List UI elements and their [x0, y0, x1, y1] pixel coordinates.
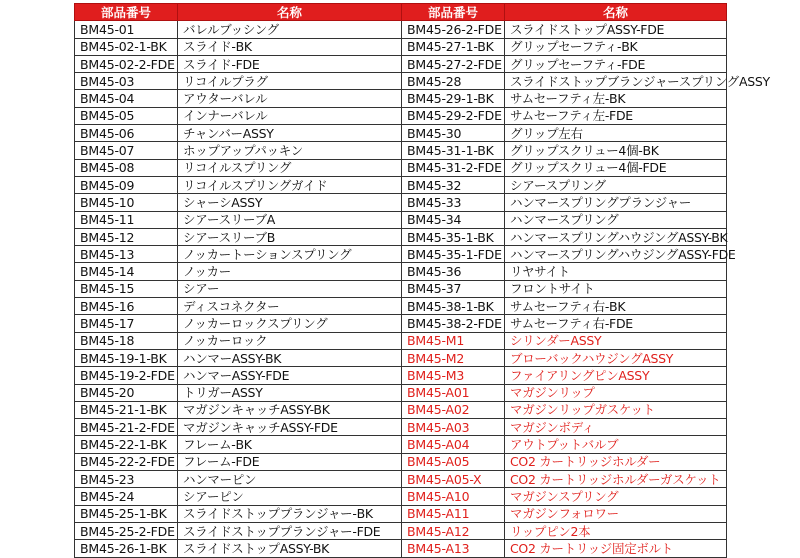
- part-name-cell: ハンマースプリングハウジングASSY-FDE: [505, 246, 727, 263]
- part-number-cell: BM45-A05-X: [402, 471, 505, 488]
- table-row: [75, 522, 727, 539]
- part-name-cell: グリップスクリュー4個-FDE: [505, 159, 727, 176]
- part-number-cell: BM45-A04: [402, 436, 505, 453]
- table-row: [75, 159, 727, 176]
- table-row: [75, 315, 727, 332]
- part-number-cell: BM45-21-1-BK: [75, 401, 178, 418]
- part-name-cell: ノッカーロックスプリング: [178, 315, 402, 332]
- part-number-cell: BM45-07: [75, 142, 178, 159]
- part-number-cell: BM45-31-1-BK: [402, 142, 505, 159]
- part-name-cell: リコイルスプリング: [178, 159, 402, 176]
- header-part-number-left: 部品番号: [75, 4, 178, 21]
- part-number-cell: BM45-37: [402, 280, 505, 297]
- part-number-cell: BM45-28: [402, 73, 505, 90]
- table-row: [75, 90, 727, 107]
- table-row: [75, 540, 727, 557]
- table-row: [75, 176, 727, 193]
- part-number-cell: BM45-19-2-FDE: [75, 367, 178, 384]
- part-name-cell: スライドストッププランジャー-BK: [178, 505, 402, 522]
- part-number-cell: BM45-32: [402, 176, 505, 193]
- table-row: [75, 280, 727, 297]
- part-number-cell: BM45-38-1-BK: [402, 298, 505, 315]
- part-name-cell: マガジンフォロワー: [505, 505, 727, 522]
- part-name-cell: CO2 カートリッジ固定ボルト: [505, 540, 727, 557]
- part-name-cell: シャーシASSY: [178, 194, 402, 211]
- part-number-cell: BM45-15: [75, 280, 178, 297]
- table-row: [75, 488, 727, 505]
- table-row: [75, 246, 727, 263]
- part-number-cell: BM45-33: [402, 194, 505, 211]
- part-number-cell: BM45-19-1-BK: [75, 349, 178, 366]
- part-name-cell: シリンダーASSY: [505, 332, 727, 349]
- part-number-cell: BM45-M3: [402, 367, 505, 384]
- table-row: [75, 73, 727, 90]
- part-name-cell: CO2 カートリッジホルダー: [505, 453, 727, 470]
- part-number-cell: BM45-10: [75, 194, 178, 211]
- part-number-cell: BM45-A12: [402, 522, 505, 539]
- part-name-cell: グリップセーフティ-FDE: [505, 55, 727, 72]
- table-row: [75, 401, 727, 418]
- part-name-cell: グリップスクリュー4個-BK: [505, 142, 727, 159]
- part-number-cell: BM45-09: [75, 176, 178, 193]
- part-number-cell: BM45-A13: [402, 540, 505, 557]
- part-name-cell: ハンマーASSY-BK: [178, 349, 402, 366]
- part-number-cell: BM45-02-1-BK: [75, 38, 178, 55]
- part-number-cell: BM45-35-1-FDE: [402, 246, 505, 263]
- part-name-cell: スライドストッププランジャー-FDE: [178, 522, 402, 539]
- part-number-cell: BM45-38-2-FDE: [402, 315, 505, 332]
- part-name-cell: リヤサイト: [505, 263, 727, 280]
- part-number-cell: BM45-29-2-FDE: [402, 107, 505, 124]
- table-row: [75, 55, 727, 72]
- part-number-cell: BM45-24: [75, 488, 178, 505]
- part-name-cell: サムセーフティ左-FDE: [505, 107, 727, 124]
- table-body: [75, 21, 770, 557]
- table-row: [75, 194, 727, 211]
- part-number-cell: BM45-02-2-FDE: [75, 55, 178, 72]
- part-name-cell: サムセーフティ右-FDE: [505, 315, 727, 332]
- table-row: [75, 298, 727, 315]
- table-row: [75, 38, 727, 55]
- part-number-cell: BM45-21-2-FDE: [75, 419, 178, 436]
- part-name-cell: ファイアリングピンASSY: [505, 367, 727, 384]
- part-name-cell: フロントサイト: [505, 280, 727, 297]
- part-name-cell: シアースプリング: [505, 176, 727, 193]
- part-name-cell: ディスコネクター: [178, 298, 402, 315]
- part-name-cell: ハンマーASSY-FDE: [178, 367, 402, 384]
- table-row: [75, 332, 727, 349]
- part-name-cell: バレルブッシング: [178, 21, 402, 38]
- table-row: [75, 211, 727, 228]
- part-name-cell: ハンマーピン: [178, 471, 402, 488]
- table-row: [75, 384, 727, 401]
- part-number-cell: BM45-14: [75, 263, 178, 280]
- part-name-cell: ホップアップパッキン: [178, 142, 402, 159]
- part-number-cell: BM45-M2: [402, 349, 505, 366]
- part-name-cell: ノッカートーションスプリング: [178, 246, 402, 263]
- part-name-cell: スライドストップASSY-FDE: [505, 21, 727, 38]
- part-name-cell: マガジンキャッチASSY-FDE: [178, 419, 402, 436]
- header-row: [75, 4, 727, 21]
- part-number-cell: BM45-35-1-BK: [402, 228, 505, 245]
- part-number-cell: BM45-25-2-FDE: [75, 522, 178, 539]
- table-row: [75, 21, 727, 38]
- part-name-cell: ブローバックハウジングASSY: [505, 349, 727, 366]
- table-row: [75, 453, 727, 470]
- part-name-cell: シアースリーブA: [178, 211, 402, 228]
- part-name-cell: サムセーフティ左-BK: [505, 90, 727, 107]
- part-name-cell: スライドストップブランジャースプリングASSY: [505, 73, 727, 90]
- part-number-cell: BM45-18: [75, 332, 178, 349]
- part-name-cell: ハンマースプリング: [505, 211, 727, 228]
- part-number-cell: BM45-26-2-FDE: [402, 21, 505, 38]
- part-number-cell: BM45-25-1-BK: [75, 505, 178, 522]
- part-number-cell: BM45-22-1-BK: [75, 436, 178, 453]
- part-name-cell: インナーバレル: [178, 107, 402, 124]
- part-name-cell: マガジンスプリング: [505, 488, 727, 505]
- part-number-cell: BM45-29-1-BK: [402, 90, 505, 107]
- part-number-cell: BM45-A05: [402, 453, 505, 470]
- part-number-cell: BM45-M1: [402, 332, 505, 349]
- part-number-cell: BM45-A03: [402, 419, 505, 436]
- part-name-cell: サムセーフティ右-BK: [505, 298, 727, 315]
- part-number-cell: BM45-22-2-FDE: [75, 453, 178, 470]
- part-number-cell: BM45-A02: [402, 401, 505, 418]
- part-name-cell: CO2 カートリッジホルダーガスケット: [505, 471, 727, 488]
- table-row: [75, 263, 727, 280]
- table-row: [75, 107, 727, 124]
- part-number-cell: BM45-06: [75, 125, 178, 142]
- parts-table: [74, 3, 770, 558]
- part-number-cell: BM45-11: [75, 211, 178, 228]
- part-name-cell: ハンマースプリングプランジャー: [505, 194, 727, 211]
- part-name-cell: スライド-FDE: [178, 55, 402, 72]
- part-number-cell: BM45-12: [75, 228, 178, 245]
- part-name-cell: マガジンボディ: [505, 419, 727, 436]
- part-number-cell: BM45-20: [75, 384, 178, 401]
- part-name-cell: アウターバレル: [178, 90, 402, 107]
- part-number-cell: BM45-23: [75, 471, 178, 488]
- table-row: [75, 471, 727, 488]
- table-row: [75, 228, 727, 245]
- part-name-cell: リコイルスプリングガイド: [178, 176, 402, 193]
- part-name-cell: チャンバーASSY: [178, 125, 402, 142]
- part-name-cell: シアーピン: [178, 488, 402, 505]
- part-number-cell: BM45-03: [75, 73, 178, 90]
- header-name-right: 名称: [505, 4, 727, 21]
- part-number-cell: BM45-A01: [402, 384, 505, 401]
- part-name-cell: フレーム-BK: [178, 436, 402, 453]
- part-name-cell: シアー: [178, 280, 402, 297]
- part-number-cell: BM45-31-2-FDE: [402, 159, 505, 176]
- part-name-cell: スライドストップASSY-BK: [178, 540, 402, 557]
- part-number-cell: BM45-08: [75, 159, 178, 176]
- part-number-cell: BM45-30: [402, 125, 505, 142]
- table-row: [75, 436, 727, 453]
- part-number-cell: BM45-27-2-FDE: [402, 55, 505, 72]
- part-number-cell: BM45-05: [75, 107, 178, 124]
- part-name-cell: マガジンリップ: [505, 384, 727, 401]
- part-name-cell: スライド-BK: [178, 38, 402, 55]
- part-number-cell: BM45-17: [75, 315, 178, 332]
- part-name-cell: ハンマースプリングハウジングASSY-BK: [505, 228, 727, 245]
- part-number-cell: BM45-13: [75, 246, 178, 263]
- part-number-cell: BM45-A11: [402, 505, 505, 522]
- part-name-cell: ノッカー: [178, 263, 402, 280]
- part-number-cell: BM45-A10: [402, 488, 505, 505]
- table-row: [75, 367, 727, 384]
- header-name-left: 名称: [178, 4, 402, 21]
- part-number-cell: BM45-16: [75, 298, 178, 315]
- part-number-cell: BM45-34: [402, 211, 505, 228]
- part-name-cell: グリップ左右: [505, 125, 727, 142]
- table-row: [75, 419, 727, 436]
- part-number-cell: BM45-04: [75, 90, 178, 107]
- part-name-cell: リコイルプラグ: [178, 73, 402, 90]
- part-number-cell: BM45-26-1-BK: [75, 540, 178, 557]
- table-row: [75, 125, 727, 142]
- part-name-cell: マガジンリップガスケット: [505, 401, 727, 418]
- table-row: [75, 142, 727, 159]
- part-number-cell: BM45-27-1-BK: [402, 38, 505, 55]
- table-row: [75, 505, 727, 522]
- part-name-cell: リップピン2本: [505, 522, 727, 539]
- part-name-cell: トリガーASSY: [178, 384, 402, 401]
- part-name-cell: フレーム-FDE: [178, 453, 402, 470]
- part-name-cell: シアースリーブB: [178, 228, 402, 245]
- table-row: [75, 349, 727, 366]
- part-name-cell: アウトプットバルブ: [505, 436, 727, 453]
- part-name-cell: ノッカーロック: [178, 332, 402, 349]
- part-name-cell: マガジンキャッチASSY-BK: [178, 401, 402, 418]
- part-number-cell: BM45-36: [402, 263, 505, 280]
- part-number-cell: BM45-01: [75, 21, 178, 38]
- header-part-number-right: 部品番号: [402, 4, 505, 21]
- part-name-cell: グリップセーフティ-BK: [505, 38, 727, 55]
